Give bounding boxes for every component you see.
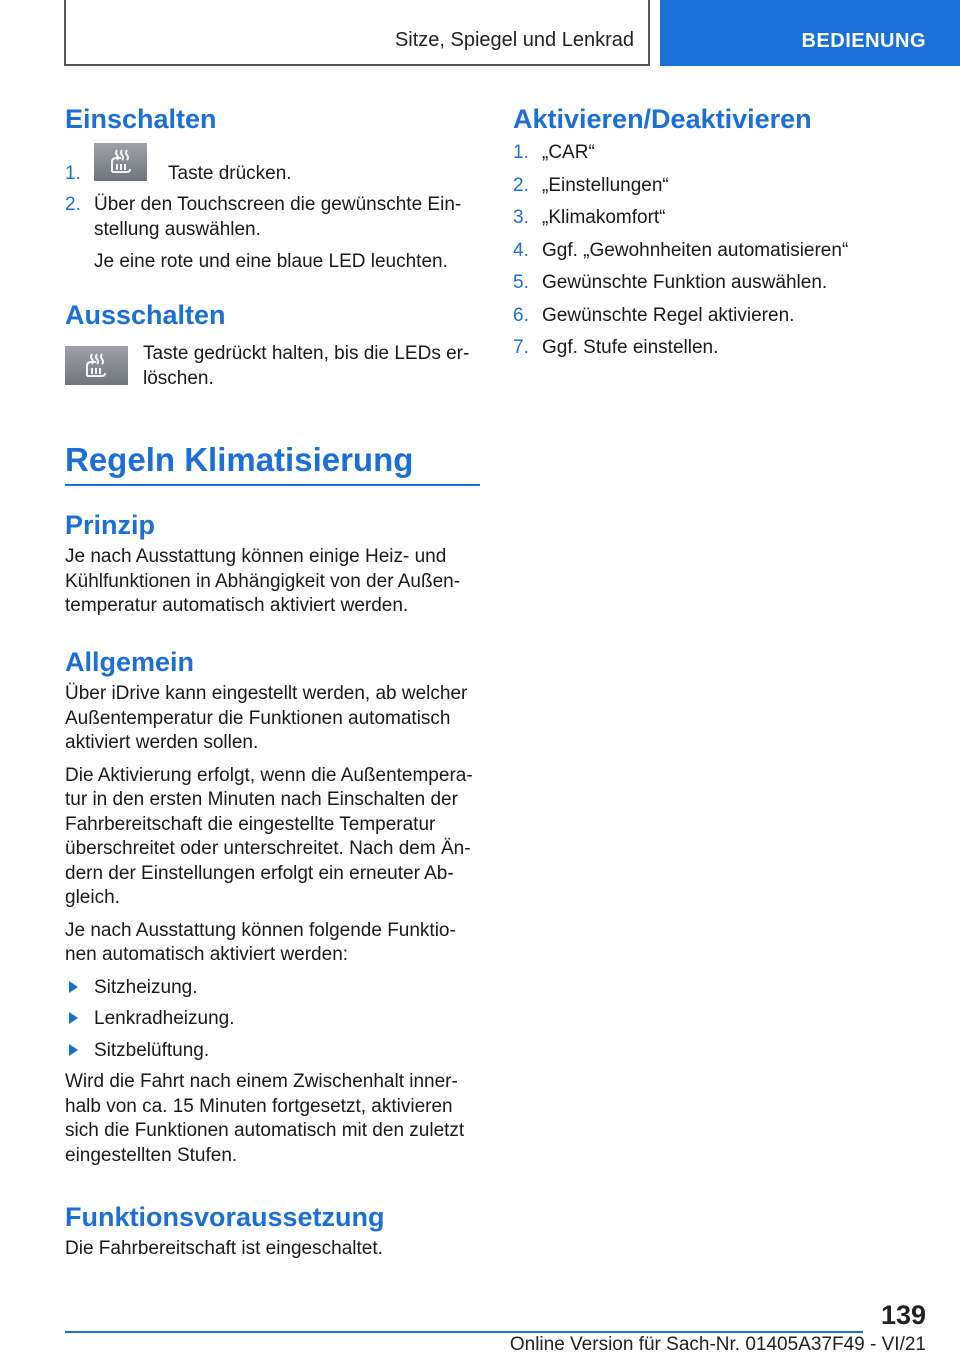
section-tab: [660, 0, 960, 66]
step-number: 1.: [65, 163, 81, 184]
section-divider: [65, 484, 480, 486]
bullet-triangle-icon: [69, 1044, 78, 1056]
list-item: Lenkradheizung.: [65, 1007, 480, 1032]
regeln-section: [65, 440, 480, 486]
einschalten-heading: Einschalten: [65, 104, 217, 134]
list-item: 2. „Einstellungen“: [513, 174, 669, 196]
online-version-text: Online Version für Sach-Nr. 01405A37F49 - VI/21: [509, 1334, 926, 1355]
bullet-triangle-icon: [69, 981, 78, 993]
header-chapter-box: [64, 0, 650, 66]
prinzip-text: Je nach Ausstattung können einige Heiz- und Kühlfunktionen in Abhängigkeit von der Außen-temperatur automatisch aktiviert werden.: [65, 546, 461, 616]
funktionsvoraussetzung-text: Die Fahrbereitschaft ist eingeschaltet.: [65, 1238, 383, 1259]
list-item: 3. „Klimakomfort“: [513, 207, 666, 228]
aktivieren-steps: [513, 141, 913, 361]
einschalten-section: [65, 103, 480, 135]
seat-ventilation-button-icon: [65, 346, 128, 385]
ausschalten-text: Taste gedrückt halten, bis die LEDs er-löschen.: [143, 343, 470, 389]
chapter-title: Sitze, Spiegel und Lenkrad: [394, 29, 634, 51]
funktionsvoraussetzung-section: [65, 1201, 480, 1262]
page-number: 139: [880, 1300, 926, 1330]
allgemein-section: [65, 646, 480, 1168]
einschalten-steps: [65, 143, 480, 275]
list-item: 7. Ggf. Stufe einstellen.: [513, 337, 719, 358]
footer-divider: [65, 1331, 863, 1333]
allgemein-para2: Die Aktivierung erfolgt, wenn die Außentempera-tur in den ersten Minuten nach Einschalten der Fahrbereitschaft die eingestellte Temperatur überschreitet oder unterschreitet. Nach dem Än-dern der Einstellungen erfolgt ein erneuter Ab-gleich.: [65, 764, 473, 908]
list-item: 6. Gewünschte Regel aktivieren.: [513, 304, 795, 326]
funktionsvoraussetzung-heading: Funktionsvoraussetzung: [65, 1202, 385, 1232]
prinzip-section: [65, 509, 480, 619]
allgemein-heading: Allgemein: [65, 647, 195, 677]
allgemein-para1: Über iDrive kann eingestellt werden, ab welcher Außentemperatur die Funktionen automatisch aktiviert werden sollen.: [65, 683, 468, 753]
section-tab-label: BEDIENUNG: [801, 30, 926, 52]
function-list: [65, 976, 480, 1064]
allgemein-para4: Wird die Fahrt nach einem Zwischenhalt inner-halb von ca. 15 Minuten fortgesetzt, aktivieren sich die Funktionen automatisch mit den zuletzt eingestellten Stufen.: [65, 1071, 465, 1166]
seat-ventilation-button-icon: [94, 143, 147, 181]
ausschalten-body: [65, 342, 480, 391]
regeln-heading: Regeln Klimatisierung: [65, 441, 414, 478]
list-item: Sitzheizung.: [65, 976, 480, 1001]
led-note: Je eine rote und eine blaue LED leuchten.: [94, 251, 448, 272]
step-number: 2.: [65, 194, 81, 215]
aktivieren-section: [513, 103, 913, 369]
step-text: Taste drücken.: [168, 163, 292, 184]
list-item: 5. Gewünschte Funktion auswählen.: [513, 272, 828, 293]
allgemein-para3: Je nach Ausstattung können folgende Funktio-nen automatisch aktiviert werden:: [65, 919, 456, 965]
ausschalten-section: [65, 299, 480, 331]
list-item: 4. Ggf. „Gewohnheiten automatisieren“: [513, 239, 849, 261]
prinzip-heading: Prinzip: [65, 510, 156, 540]
list-item: Sitzbelüftung.: [65, 1039, 480, 1064]
aktivieren-heading: Aktivieren/Deaktivieren: [513, 104, 812, 134]
list-item: [65, 193, 480, 242]
ausschalten-heading: Ausschalten: [65, 300, 226, 330]
step-text: Über den Touchscreen die gewünschte Ein-stellung auswählen.: [94, 194, 462, 240]
bullet-triangle-icon: [69, 1012, 78, 1024]
list-item: 1. „CAR“: [513, 142, 595, 163]
list-item: [65, 143, 480, 189]
